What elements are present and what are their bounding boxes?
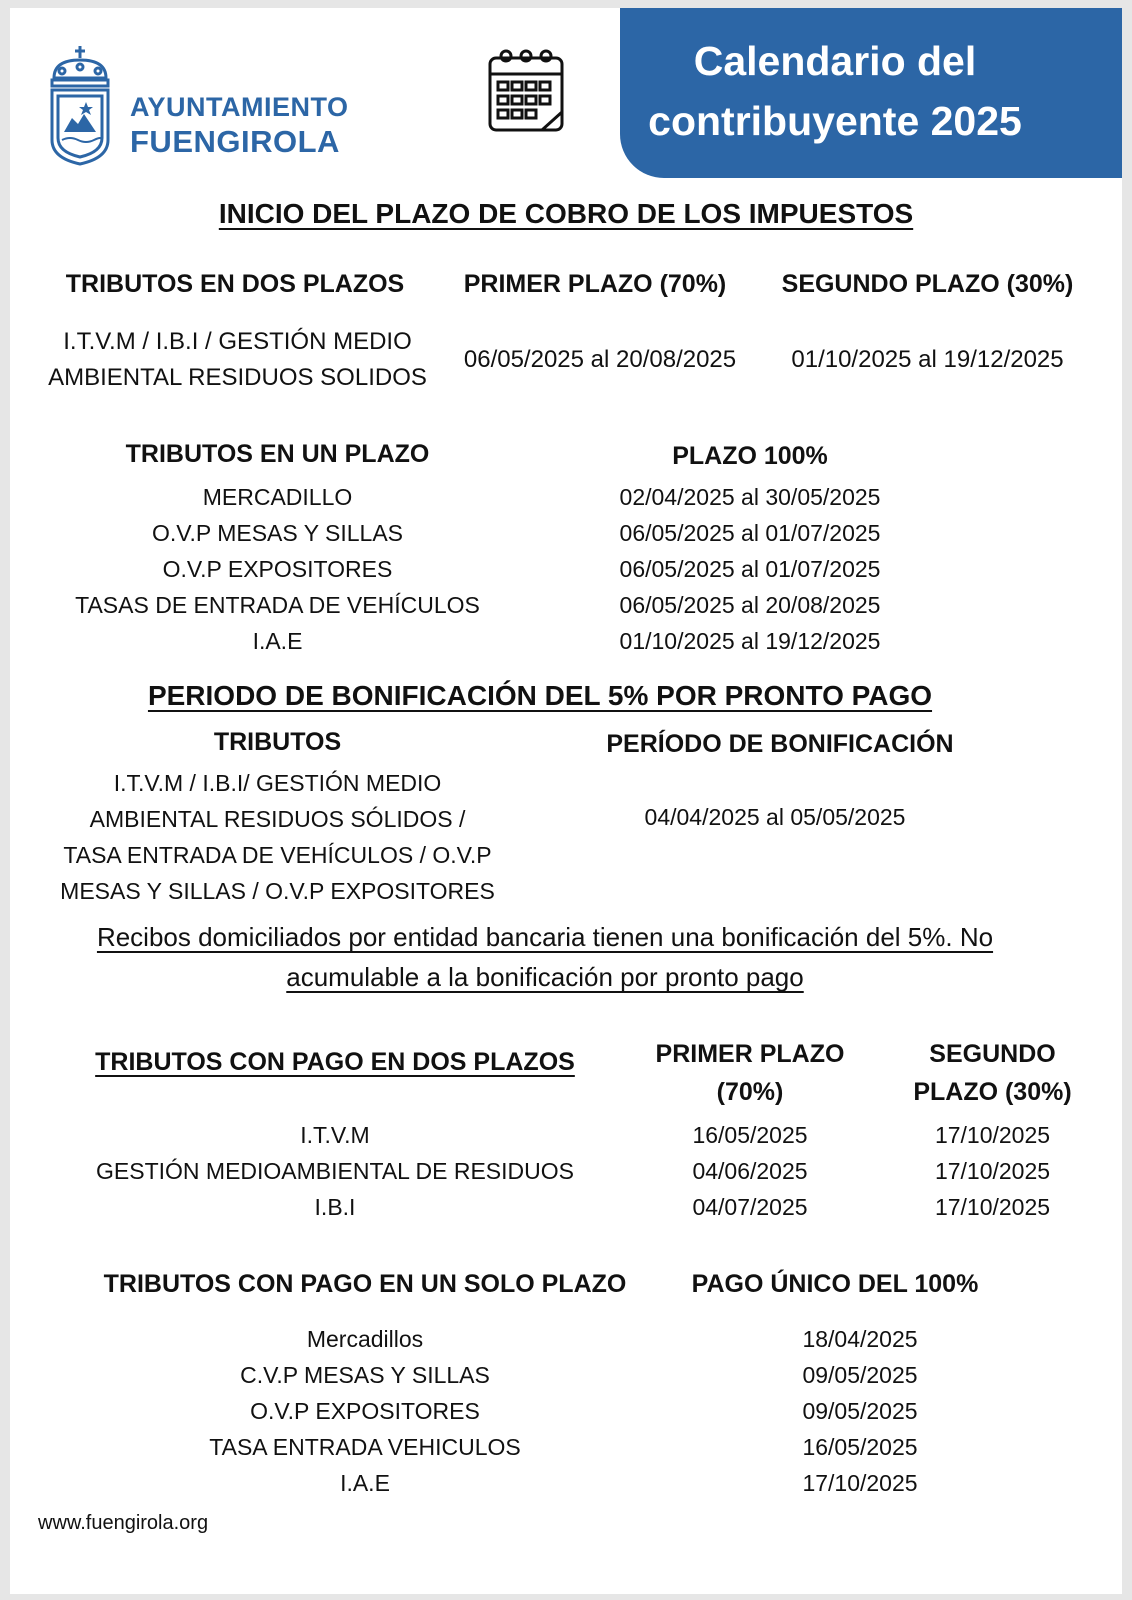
- col-header-bonus-period: PERÍODO DE BONIFICACIÓN: [606, 730, 954, 758]
- single-payment-tax: C.V.P MESAS Y SILLAS: [240, 1362, 490, 1388]
- bonus-tax-line: TASA ENTRADA DE VEHÍCULOS / O.V.P: [63, 842, 492, 868]
- section1-heading: INICIO DEL PLAZO DE COBRO DE LOS IMPUESTOS: [218, 198, 914, 229]
- col-header-one-installment: TRIBUTOS EN UN PLAZO: [125, 440, 430, 468]
- note-line1: Recibos domiciliados por entidad bancaria tienen una bonificación del 5%. No: [96, 922, 994, 952]
- two-payments-tax: I.B.I: [314, 1194, 356, 1220]
- footer-website: www.fuengirola.org: [38, 1512, 209, 1534]
- two-payments-second: 17/10/2025: [934, 1122, 1051, 1148]
- two-payments-tax: I.T.V.M: [300, 1122, 370, 1148]
- title-banner: [620, 8, 1122, 178]
- one-installment-period: 02/04/2025 al 30/05/2025: [619, 484, 881, 510]
- two-payments-second: 17/10/2025: [934, 1194, 1051, 1220]
- two-payments-first: 04/06/2025: [692, 1158, 808, 1184]
- one-installment-period: 06/05/2025 al 01/07/2025: [619, 556, 881, 582]
- single-payment-tax: O.V.P EXPOSITORES: [250, 1398, 480, 1424]
- one-installment-tax: O.V.P EXPOSITORES: [162, 556, 393, 582]
- one-installment-tax: MERCADILLO: [202, 484, 353, 510]
- two-payments-first: 16/05/2025: [692, 1122, 808, 1148]
- col-header-s3-first-line1: PRIMER PLAZO: [655, 1040, 845, 1068]
- org-name-line1: AYUNTAMIENTO: [130, 92, 349, 122]
- org-name-line2: FUENGIROLA: [130, 124, 340, 159]
- two-payments-tax: GESTIÓN MEDIOAMBIENTAL DE RESIDUOS: [96, 1158, 574, 1184]
- one-installment-tax: TASAS DE ENTRADA DE VEHÍCULOS: [75, 592, 480, 618]
- two-payments-first: 04/07/2025: [692, 1194, 808, 1220]
- col-header-single-payment: TRIBUTOS CON PAGO EN UN SOLO PLAZO: [103, 1270, 627, 1298]
- col-header-second-installment: SEGUNDO PLAZO (30%): [781, 270, 1074, 298]
- single-payment-tax: Mercadillos: [306, 1326, 424, 1352]
- one-installment-period: 06/05/2025 al 20/08/2025: [619, 592, 881, 618]
- two-installments-second-period: 01/10/2025 al 19/12/2025: [791, 346, 1064, 373]
- one-installment-period: 06/05/2025 al 01/07/2025: [619, 520, 881, 546]
- col-header-s3-second-line2: PLAZO (30%): [913, 1078, 1072, 1106]
- section3-heading: TRIBUTOS CON PAGO EN DOS PLAZOS: [95, 1048, 575, 1076]
- col-header-taxes: TRIBUTOS: [213, 728, 342, 756]
- col-header-s3-second-line1: SEGUNDO: [929, 1040, 1056, 1068]
- calendar-icon: [486, 46, 566, 134]
- bonus-period: 04/04/2025 al 05/05/2025: [644, 804, 906, 830]
- single-payment-tax: TASA ENTRADA VEHICULOS: [209, 1434, 521, 1460]
- section2-heading: PERIODO DE BONIFICACIÓN DEL 5% POR PRONTO PAGO: [147, 680, 933, 711]
- note-line2: acumulable a la bonificación por pronto pago: [286, 962, 804, 992]
- document-page: [10, 8, 1122, 1594]
- single-payment-date: 09/05/2025: [802, 1398, 918, 1424]
- col-header-plazo-100: PLAZO 100%: [672, 442, 828, 470]
- single-payment-date: 09/05/2025: [802, 1362, 918, 1388]
- two-installments-tax-line1: I.T.V.M / I.B.I / GESTIÓN MEDIO: [63, 328, 412, 355]
- coat-of-arms-logo: [48, 44, 112, 169]
- col-header-first-installment: PRIMER PLAZO (70%): [463, 270, 727, 298]
- col-header-s3-first-line2: (70%): [716, 1078, 784, 1106]
- single-payment-tax: I.A.E: [340, 1470, 390, 1496]
- single-payment-date: 18/04/2025: [802, 1326, 918, 1352]
- one-installment-tax: I.A.E: [252, 628, 303, 654]
- bonus-tax-line: MESAS Y SILLAS / O.V.P EXPOSITORES: [60, 878, 495, 904]
- two-installments-tax-line2: AMBIENTAL RESIDUOS SOLIDOS: [48, 364, 427, 391]
- col-header-two-installments: TRIBUTOS EN DOS PLAZOS: [65, 270, 405, 298]
- two-payments-second: 17/10/2025: [934, 1158, 1051, 1184]
- single-payment-date: 17/10/2025: [802, 1470, 918, 1496]
- single-payment-date: 16/05/2025: [802, 1434, 918, 1460]
- two-installments-first-period: 06/05/2025 al 20/08/2025: [463, 346, 737, 373]
- one-installment-period: 01/10/2025 al 19/12/2025: [619, 628, 881, 654]
- col-header-single-payment-100: PAGO ÚNICO DEL 100%: [691, 1270, 979, 1298]
- title-line2: contribuyente 2025: [648, 98, 1022, 144]
- one-installment-tax: O.V.P MESAS Y SILLAS: [151, 520, 404, 546]
- bonus-tax-line: AMBIENTAL RESIDUOS SÓLIDOS /: [89, 806, 466, 832]
- title-line1: Calendario del: [693, 38, 977, 84]
- bonus-tax-line: I.T.V.M / I.B.I/ GESTIÓN MEDIO: [113, 770, 442, 796]
